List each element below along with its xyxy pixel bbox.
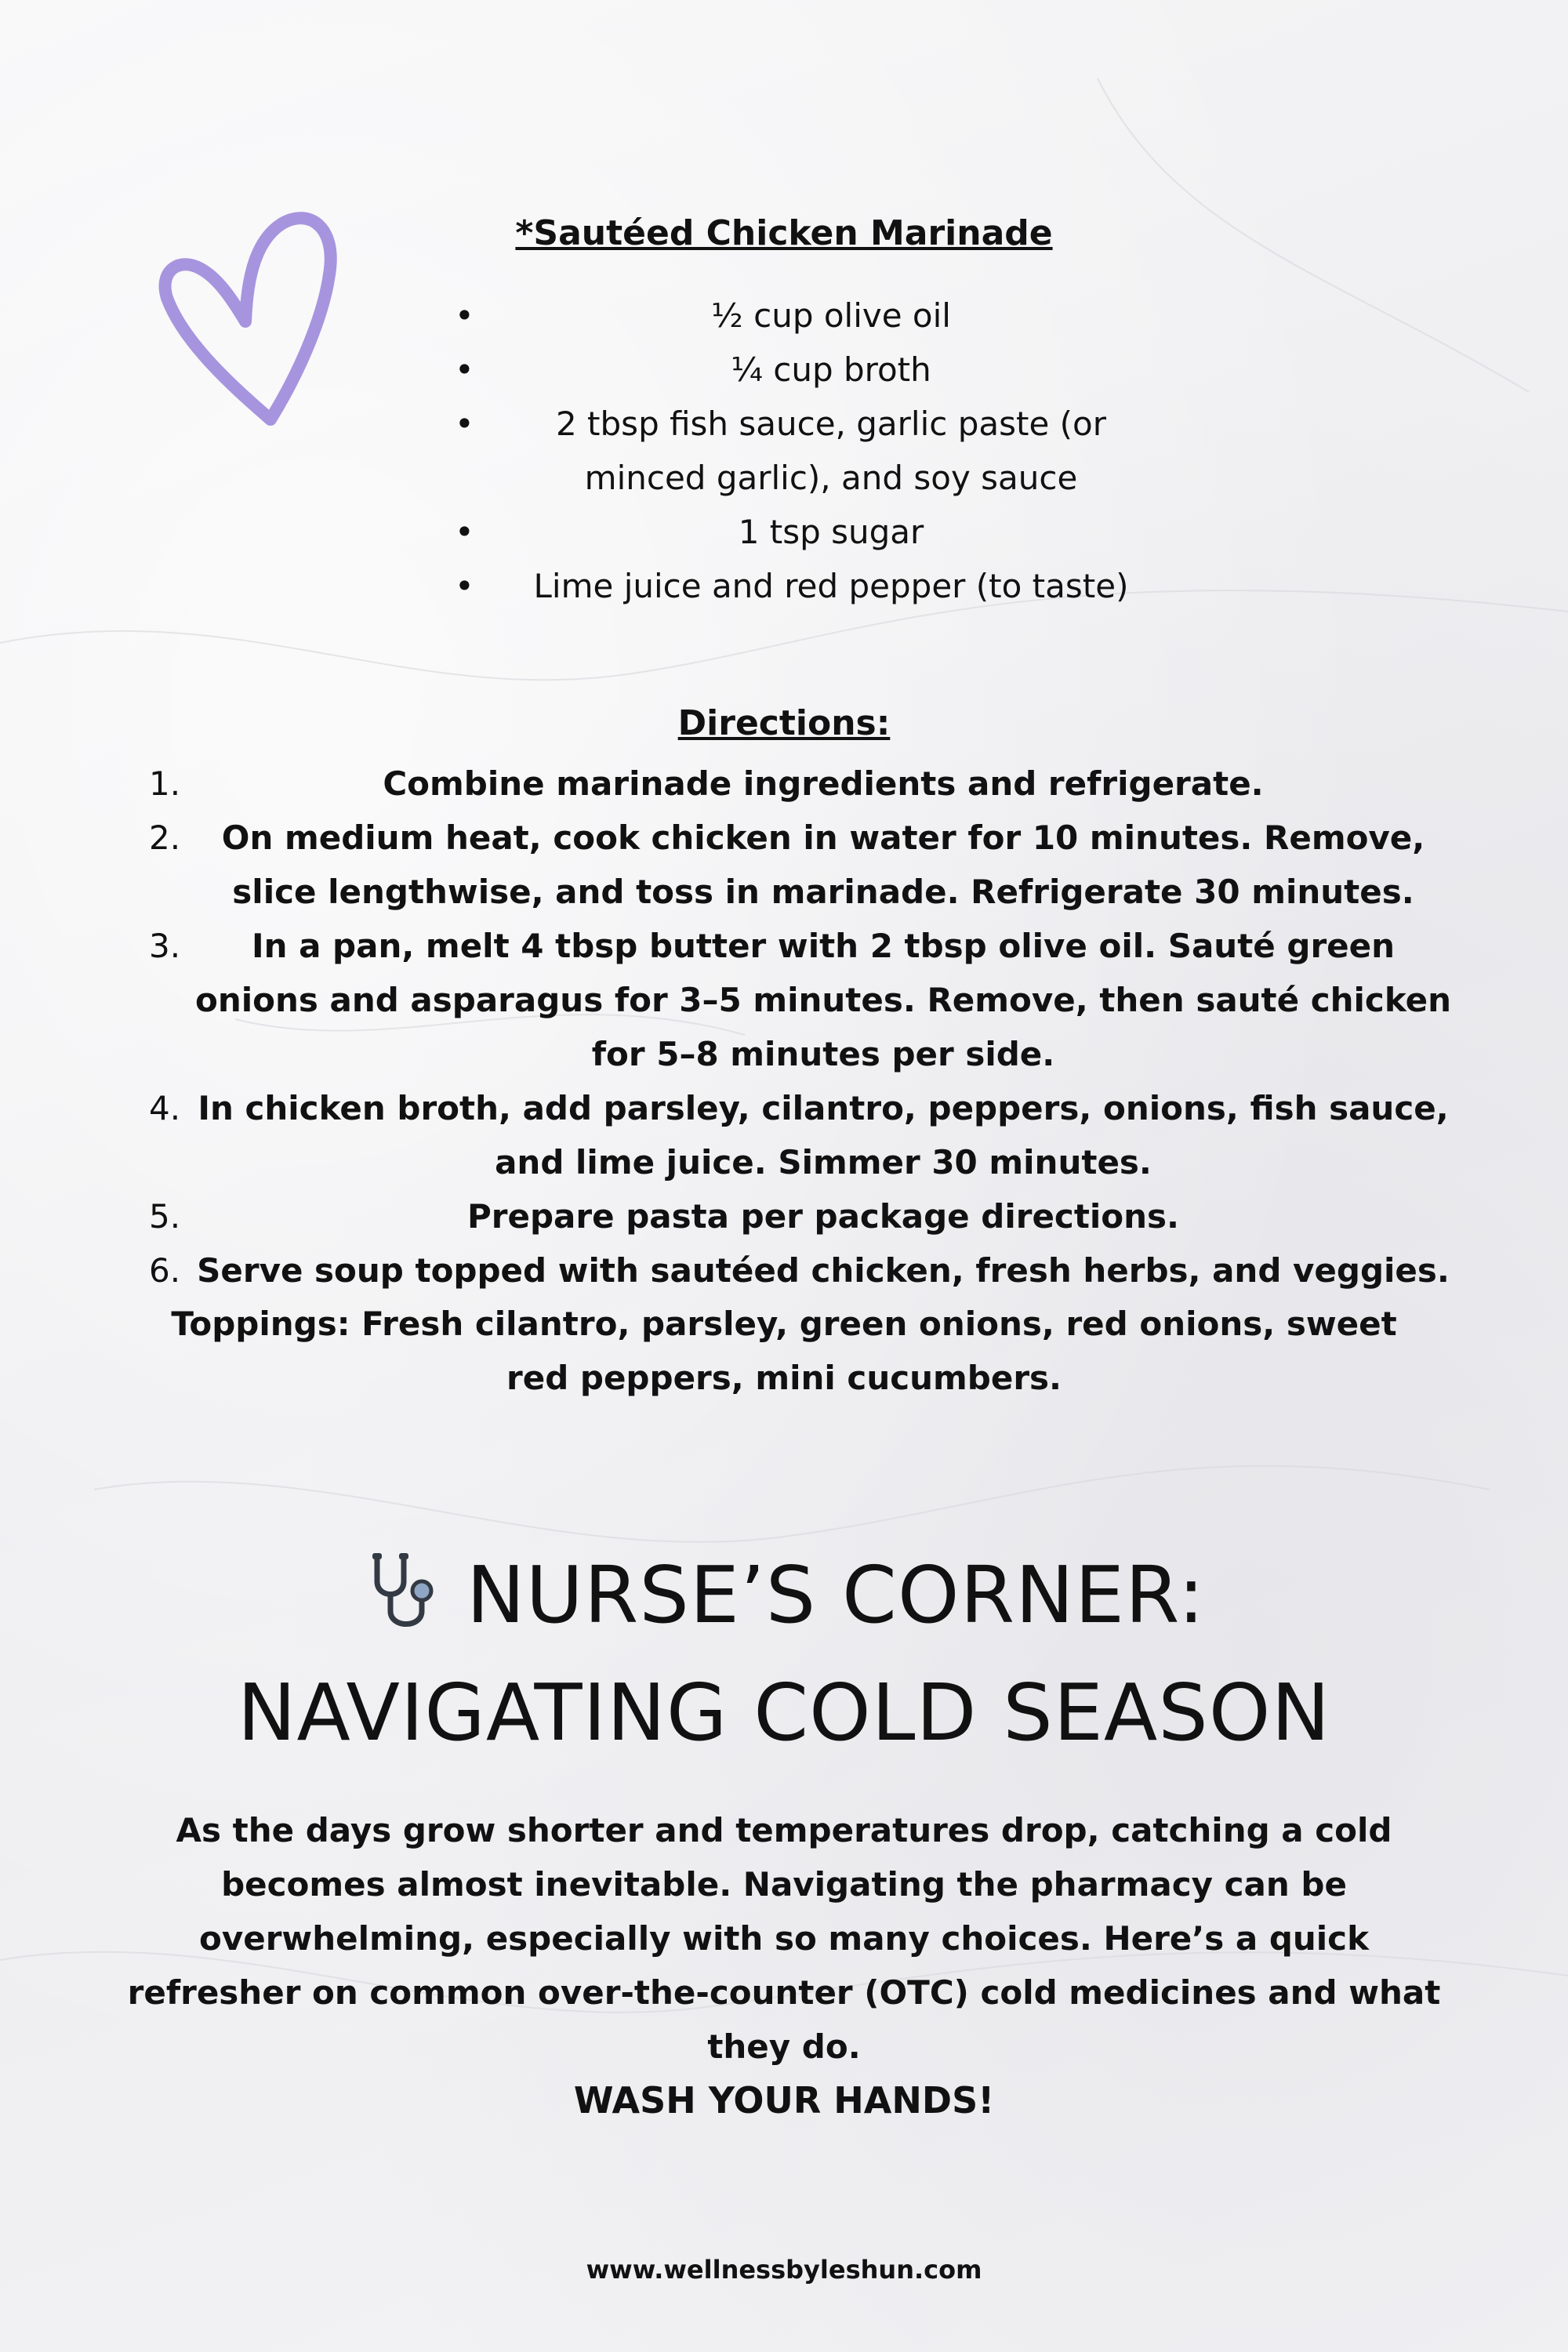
list-item: • ¼ cup broth: [455, 343, 1176, 397]
list-item: • 2 tbsp fish sauce, garlic paste (or minced garlic), and soy sauce: [455, 397, 1176, 505]
marinade-title: *Sautéed Chicken Marinade: [515, 213, 1053, 253]
direction-step: 5. Prepare pasta per package directions.: [149, 1197, 1180, 1236]
ingredient-list: [455, 289, 1176, 613]
direction-step: 2. On medium heat, cook chicken in water for 10 minutes. Remove, slice lengthwise, and toss in marinade. Refrigerate 30 minutes.: [149, 818, 1425, 911]
footer-url[interactable]: www.wellnessbyleshun.com: [586, 2255, 982, 2285]
directions-list: [141, 757, 1458, 1298]
list-item: • ½ cup olive oil: [455, 289, 1176, 343]
toppings-text: Toppings: Fresh cilantro, parsley, green onions, red onions, sweet red peppers, mini cucumbers.: [171, 1305, 1397, 1397]
directions-title: Directions:: [677, 703, 891, 743]
nurse-paragraph: As the days grow shorter and temperatures drop, catching a cold becomes almost inevitable. Navigating the pharmacy can be overwhelming, especially with so many choices. Here’s a quick refresher on common over-the-counter (OTC) cold medicines and what they do.: [127, 1811, 1441, 2066]
direction-step: 6. Serve soup topped with sautéed chicken, fresh herbs, and veggies.: [149, 1251, 1450, 1290]
bullet: •: [455, 350, 474, 389]
direction-step: 4. In chicken broth, add parsley, cilantro, peppers, onions, fish sauce, and lime juice. Simmer 30 minutes.: [149, 1089, 1449, 1181]
list-item: • Lime juice and red pepper (to taste): [455, 559, 1176, 613]
list-item: • 1 tsp sugar: [455, 505, 1176, 559]
nurse-corner-title: NURSE’S CORNER: NAVIGATING COLD SEASON: [237, 1549, 1331, 1759]
bullet: •: [455, 513, 474, 551]
stethoscope-icon: [363, 1550, 449, 1636]
bullet: •: [455, 567, 474, 605]
direction-step: 1. Combine marinade ingredients and refrigerate.: [149, 764, 1264, 803]
bullet: •: [455, 405, 474, 443]
wash-hands-callout: WASH YOUR HANDS!: [573, 2079, 995, 2122]
direction-step: 3. In a pan, melt 4 tbsp butter with 2 tbsp olive oil. Sauté green onions and asparagus for 3–5 minutes. Remove, then sauté chicken for 5–8 minutes per side.: [149, 927, 1452, 1073]
bullet: •: [455, 296, 474, 335]
